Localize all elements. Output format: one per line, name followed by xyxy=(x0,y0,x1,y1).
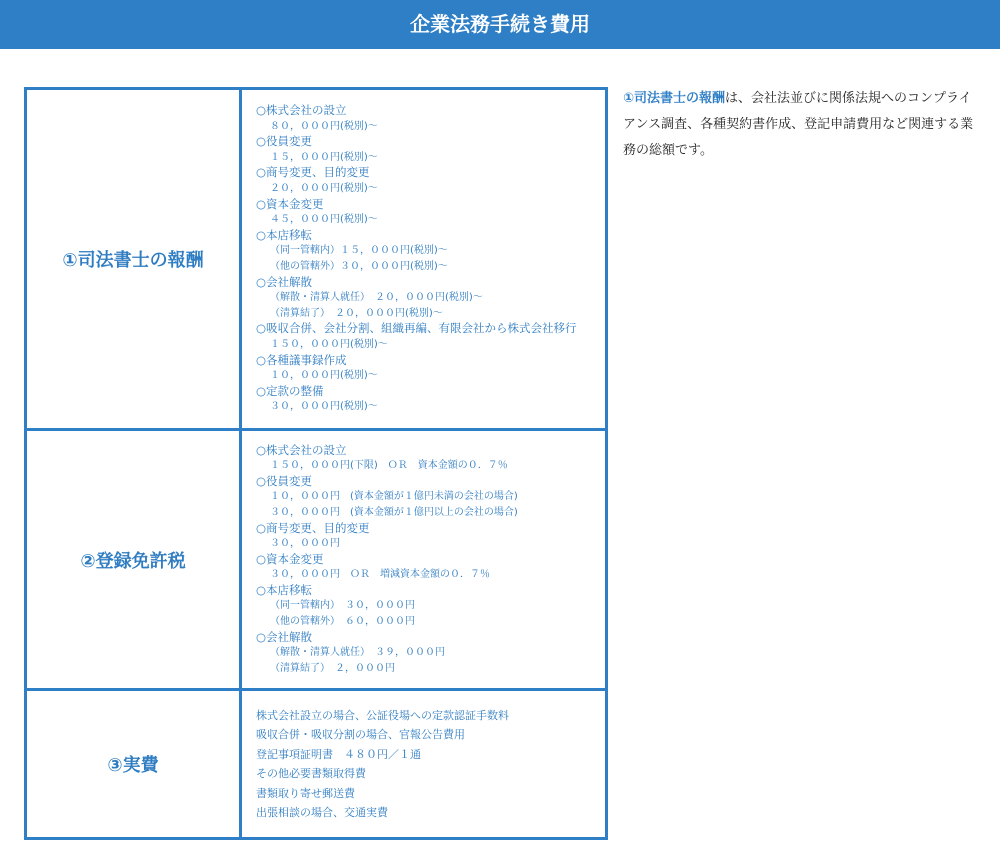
fee-item-title: ○資本金変更 xyxy=(256,196,324,211)
fee-item-amount: １０，０００円(税別)～ xyxy=(270,370,378,382)
fee-item-title: ○役員変更 xyxy=(256,473,313,488)
fee-item-title: ○会社解散 xyxy=(256,629,313,644)
fee-item-amount: ３０，０００円 ＯＲ 増減資本金額の０．７％ xyxy=(270,569,490,581)
fee-item-amount: １５０，０００円(下限) ＯＲ 資本金額の０．７％ xyxy=(270,460,508,472)
note-text: は、会社法並びに関係法規へのコンプライアンス調査、各種契約書作成、登記申請費用など関連する業務の総額です。 xyxy=(623,91,974,158)
fee-item-amount: （他の管轄外）３０，０００円(税別)～ xyxy=(270,261,448,272)
fee-item-amount: １０，０００円 (資本金額が１億円未満の会社の場合) xyxy=(270,491,518,503)
fee-note xyxy=(623,86,983,164)
note-highlight: ①司法書士の報酬 xyxy=(623,91,726,106)
fee-item-amount: （同一管轄内） ３０，０００円 xyxy=(270,600,415,612)
fee-item-amount: ３０，０００円 (資本金額が１億円以上の会社の場合) xyxy=(270,506,518,518)
fee-item-amount: （解散・清算人就任） ３９，０００円 xyxy=(270,647,445,659)
row-details xyxy=(241,430,607,690)
fee-item-title: ○本店移転 xyxy=(256,582,313,597)
fee-item-title: ○吸収合併、会社分割、組織再編、有限会社から株式会社移行 xyxy=(256,321,577,336)
fee-item-title: ○本店移転 xyxy=(256,227,313,242)
cost-item: その他必要書類取得費 xyxy=(256,767,366,780)
row-label: ②登録免許税 xyxy=(26,430,241,690)
cost-item: 吸収合併・吸収分割の場合、官報公告費用 xyxy=(256,728,465,741)
fee-item-title: ○株式会社の設立 xyxy=(256,103,347,118)
fee-item-amount: （同一管轄内）１５，０００円(税別)～ xyxy=(270,245,448,257)
cost-item: 株式会社設立の場合、公証役場への定款認証手数料 xyxy=(256,708,509,722)
fee-item-amount: １５，０００円(税別)～ xyxy=(270,151,378,163)
page-header xyxy=(0,0,1000,49)
fee-row-registration-tax xyxy=(26,430,607,690)
cost-item: 書類取り寄せ郵送費 xyxy=(256,786,355,800)
row-details xyxy=(241,89,607,430)
fee-item-amount: （解散・清算人就任） ２０，０００円(税別)～ xyxy=(270,292,483,304)
fee-item-amount: ３０，０００円 xyxy=(270,538,340,550)
fee-item-amount: ２０，０００円(税別)～ xyxy=(270,183,378,195)
fee-item-title: ○資本金変更 xyxy=(256,551,324,566)
fee-item-amount: ３０，０００円(税別)～ xyxy=(270,401,378,413)
row-details xyxy=(241,690,607,839)
fee-item-title: ○株式会社の設立 xyxy=(256,442,347,457)
fee-item-title: ○各種議事録作成 xyxy=(256,352,347,367)
fee-table xyxy=(24,87,608,840)
fee-item-amount: （清算結了） ２０，０００円(税別)～ xyxy=(270,307,443,319)
fee-item-amount: ４５，０００円(税別)～ xyxy=(270,214,378,226)
fee-item-title: ○役員変更 xyxy=(256,134,313,149)
row-label: ③実費 xyxy=(26,690,241,839)
fee-item-title: ○会社解散 xyxy=(256,274,313,289)
cost-item: 出張相談の場合、交通実費 xyxy=(256,806,388,819)
fee-item-title: ○商号変更、目的変更 xyxy=(256,165,370,180)
page-title: 企業法務手続き費用 xyxy=(410,12,590,36)
fee-item-amount: （清算結了） ２，０００円 xyxy=(270,662,395,674)
row-label: ①司法書士の報酬 xyxy=(26,89,241,430)
fee-row-judicial-scrivener xyxy=(26,89,607,430)
fee-item-title: ○商号変更、目的変更 xyxy=(256,520,370,535)
fee-row-actual-costs xyxy=(26,690,607,839)
fee-item-amount: ８０，０００円(税別)～ xyxy=(270,120,378,132)
cost-item: 登記事項証明書 ４８０円／１通 xyxy=(256,747,421,761)
fee-item-amount: （他の管轄外） ６０，０００円 xyxy=(270,616,415,628)
fee-item-title: ○定款の整備 xyxy=(256,383,324,398)
fee-item-amount: １５０，０００円(税別)～ xyxy=(270,338,388,350)
